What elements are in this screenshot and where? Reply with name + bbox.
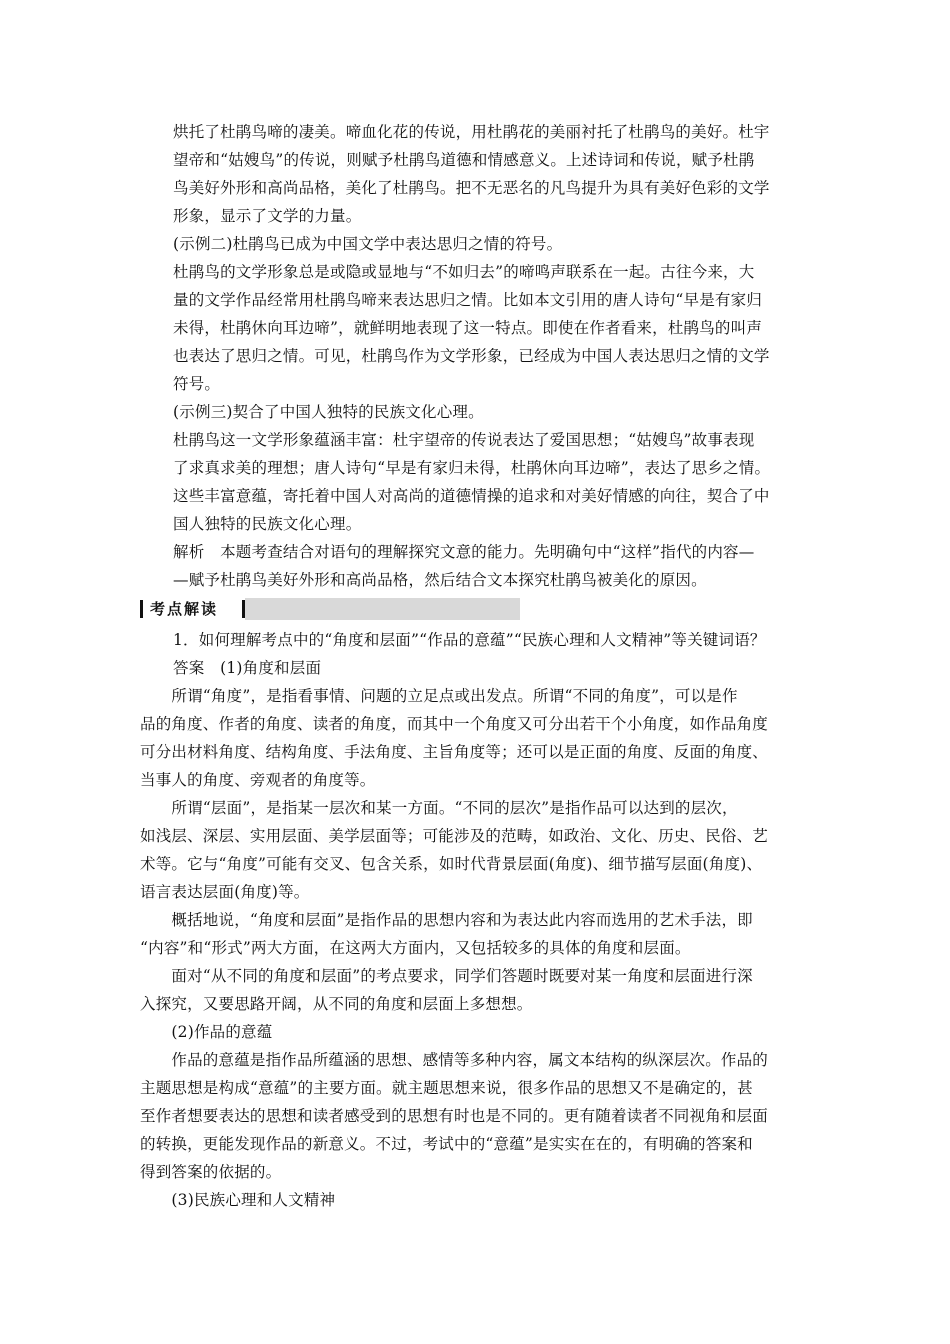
text-line: 望帝和“姑嫂鸟”的传说，则赋予杜鹃鸟道德和情感意义。上述诗词和传说，赋予杜鹃	[173, 151, 755, 169]
answer-continuation	[140, 118, 820, 594]
text-line: 了求真求美的理想；唐人诗句“早是有家归未得，杜鹃休向耳边啼”，表达了思乡之情。	[173, 459, 771, 477]
text-line: 也表达了思归之情。可见，杜鹃鸟作为文学形象，已经成为中国人表达思归之情的文学	[173, 347, 770, 365]
document-page	[140, 118, 820, 1214]
text-line: 未得，杜鹃休向耳边啼”，就鲜明地表现了这一特点。即使在作者看来，杜鹃鸟的叫声	[173, 319, 763, 337]
text-line: 烘托了杜鹃鸟啼的凄美。啼血化花的传说，用杜鹃花的美丽衬托了杜鹃鸟的美好。杜宇	[173, 123, 770, 141]
section-marker-right	[242, 600, 245, 618]
text-line: 至作者想要表达的思想和读者感受到的思想有时也是不同的。更有随着读者不同视角和层面	[140, 1107, 769, 1125]
text-line: 鸟美好外形和高尚品格，美化了杜鹃鸟。把不无恶名的凡鸟提升为具有美好色彩的文学	[173, 179, 770, 197]
text-line: 这些丰富意蕴，寄托着中国人对高尚的道德情操的追求和对美好情感的向往，契合了中	[173, 487, 770, 505]
key-points-explanation	[140, 626, 820, 1214]
text-line: (2)作品的意蕴	[140, 1023, 273, 1041]
text-line: 形象，显示了文学的力量。	[173, 207, 362, 225]
text-line: 解析 本题考查结合对语句的理解探究文意的能力。先明确句中“这样”指代的内容—	[173, 543, 755, 561]
text-line: 概括地说，“角度和层面”是指作品的思想内容和为表达此内容而选用的艺术手法，即	[140, 911, 753, 929]
text-line: (示例三)契合了中国人独特的民族文化心理。	[173, 403, 484, 421]
text-line: 得到答案的依据的。	[140, 1163, 282, 1181]
text-line: 可分出材料角度、结构角度、手法角度、主旨角度等；还可以是正面的角度、反面的角度、	[140, 743, 769, 761]
text-line: 杜鹃鸟的文学形象总是或隐或显地与“不如归去”的啼鸣声联系在一起。古往今来，大	[173, 263, 755, 281]
text-line: 语言表达层面(角度)等。	[140, 883, 310, 901]
text-line: 符号。	[173, 375, 221, 393]
section-header	[140, 598, 520, 620]
text-line: (示例二)杜鹃鸟已成为中国文学中表达思归之情的符号。	[173, 235, 563, 253]
text-line: —赋予杜鹃鸟美好外形和高尚品格，然后结合文本探究杜鹃鸟被美化的原因。	[173, 571, 707, 589]
text-line: 量的文学作品经常用杜鹃鸟啼来表达思归之情。比如本文引用的唐人诗句“早是有家归	[173, 291, 763, 309]
text-line: 作品的意蕴是指作品所蕴涵的思想、感情等多种内容，属文本结构的纵深层次。作品的	[140, 1051, 769, 1069]
text-line: 的转换，更能发现作品的新意义。不过，考试中的“意蕴”是实实在在的，有明确的答案和	[140, 1135, 753, 1153]
text-line: 所谓“角度”，是指看事情、问题的立足点或出发点。所谓“不同的角度”，可以是作	[140, 687, 738, 705]
text-line: “内容”和“形式”两大方面，在这两大方面内，又包括较多的具体的角度和层面。	[140, 939, 691, 957]
section-marker-left	[140, 600, 143, 618]
text-line: 所谓“层面”，是指某一层次和某一方面。“不同的层次”是指作品可以达到的层次，	[140, 799, 738, 817]
text-line: 主题思想是构成“意蕴”的主要方面。就主题思想来说，很多作品的思想又不是确定的，甚	[140, 1079, 753, 1097]
text-line: 面对“从不同的角度和层面”的考点要求，同学们答题时既要对某一角度和层面进行深	[140, 967, 753, 985]
text-line: 杜鹃鸟这一文学形象蕴涵丰富：杜宇望帝的传说表达了爱国思想；“姑嫂鸟”故事表现	[173, 431, 755, 449]
text-line: 入探究，又要思路开阔，从不同的角度和层面上多想想。	[140, 995, 533, 1013]
text-line: 如浅层、深层、实用层面、美学层面等；可能涉及的范畴，如政治、文化、历史、民俗、艺	[140, 827, 769, 845]
text-line: 当事人的角度、旁观者的角度等。	[140, 771, 376, 789]
text-line: (3)民族心理和人文精神	[140, 1191, 336, 1209]
text-line: 品的角度、作者的角度、读者的角度，而其中一个角度又可分出若干个小角度，如作品角度	[140, 715, 769, 733]
text-line: 1．如何理解考点中的“角度和层面”“作品的意蕴”“民族心理和人文精神”等关键词语？	[173, 631, 766, 649]
text-line: 术等。它与“角度”可能有交叉、包含关系，如时代背景层面(角度)、细节描写层面(角度)、	[140, 855, 763, 873]
text-line: 国人独特的民族文化心理。	[173, 515, 362, 533]
text-line: 答案 (1)角度和层面	[173, 659, 322, 677]
section-title: 考点解读	[150, 598, 224, 620]
